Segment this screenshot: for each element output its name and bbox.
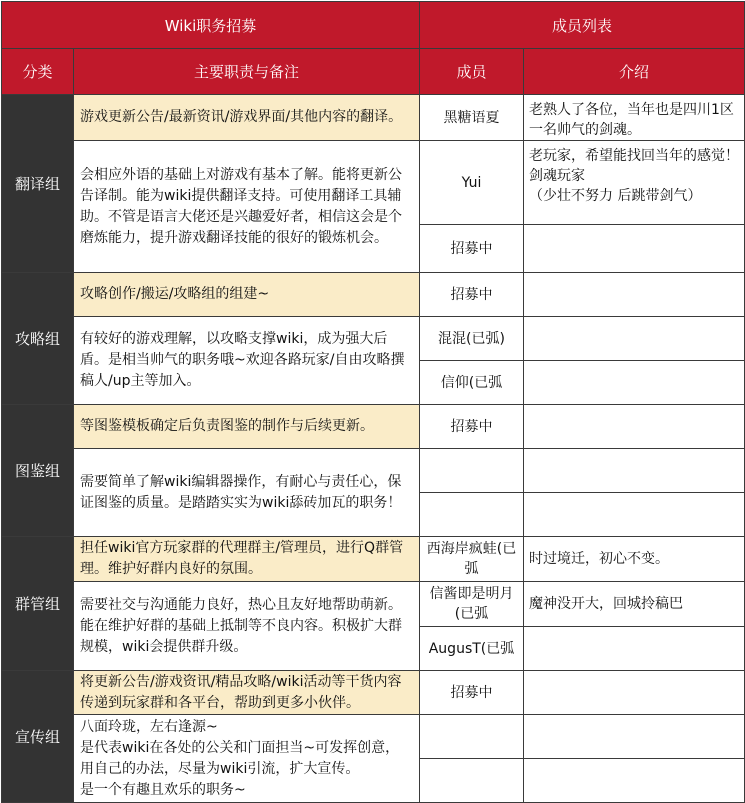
member-name: 信酱即是明月(已弧 <box>420 582 524 627</box>
member-name: Yui <box>420 141 524 225</box>
duty-detail-promotion: 八面玲珑，左右逢源~ 是代表wiki在各处的公关和门面担当~可发挥创意，用自己的办法，尽量为wiki引流，扩大宣传。 是一个有趣且欢乐的职务~ <box>74 715 420 803</box>
category-group-admin: 群管组 <box>2 537 74 671</box>
duty-detail-translation: 会相应外语的基础上对游戏有基本了解。能将更新公告译制。能为wiki提供翻译支持。可使用翻译工具辅助。不管是语言大佬还是兴趣爱好者，相信这会是个磨炼能力，提升游戏翻译技能的很好的锻炼机会。 <box>74 141 420 273</box>
recruitment-table <box>1 1 745 803</box>
duty-summary-encyclopedia: 等图鉴模板确定后负责图鉴的制作与后续更新。 <box>74 405 420 449</box>
duty-detail-encyclopedia: 需要简单了解wiki编辑器操作，有耐心与责任心，保证图鉴的质量。是踏踏实实为wiki舔砖加瓦的职务！ <box>74 449 420 537</box>
member-intro: 老熟人了各位，当年也是四川1区一名帅气的剑魂。 <box>524 95 745 141</box>
member-name <box>420 759 524 803</box>
member-intro <box>524 449 745 493</box>
duty-summary-translation: 游戏更新公告/最新资讯/游戏界面/其他内容的翻译。 <box>74 95 420 141</box>
column-header-duty: 主要职责与备注 <box>74 49 420 95</box>
member-intro <box>524 273 745 317</box>
category-translation: 翻译组 <box>2 95 74 273</box>
category-guide: 攻略组 <box>2 273 74 405</box>
header-member-list: 成员列表 <box>420 2 745 49</box>
member-intro <box>524 627 745 671</box>
column-header-intro: 介绍 <box>524 49 745 95</box>
member-intro: 老玩家，希望能找回当年的感觉！剑魂玩家 （少壮不努力 后跳带剑气） <box>524 141 745 225</box>
member-intro <box>524 759 745 803</box>
column-header-category: 分类 <box>2 49 74 95</box>
member-intro <box>524 361 745 405</box>
member-name: 黑糖语夏 <box>420 95 524 141</box>
member-name: 招募中 <box>420 273 524 317</box>
duty-detail-guide: 有较好的游戏理解，以攻略支撑wiki，成为强大后盾。是相当帅气的职务哦~欢迎各路玩家/自由攻略撰稿人/up主等加入。 <box>74 317 420 405</box>
member-intro: 时过境迁，初心不变。 <box>524 537 745 582</box>
member-intro <box>524 225 745 273</box>
member-intro: 魔神没开大，回城拎稿巴 <box>524 582 745 627</box>
member-name <box>420 449 524 493</box>
member-name: 招募中 <box>420 225 524 273</box>
member-name: 信仰(已弧 <box>420 361 524 405</box>
member-name: 混混(已弧) <box>420 317 524 361</box>
member-name <box>420 493 524 537</box>
duty-summary-guide: 攻略创作/搬运/攻略组的组建~ <box>74 273 420 317</box>
member-name: 招募中 <box>420 405 524 449</box>
member-name: 招募中 <box>420 671 524 715</box>
member-intro <box>524 405 745 449</box>
member-intro <box>524 715 745 759</box>
duty-summary-promotion: 将更新公告/游戏资讯/精品攻略/wiki活动等干货内容传递到玩家群和各平台，帮助到更多小伙伴。 <box>74 671 420 715</box>
category-promotion: 宣传组 <box>2 671 74 803</box>
member-name: AugusT(已弧 <box>420 627 524 671</box>
duty-detail-group-admin: 需要社交与沟通能力良好，热心且友好地帮助萌新。能在维护好群的基础上抵制等不良内容。积极扩大群规模，wiki会提供群升级。 <box>74 582 420 671</box>
member-name: 西海岸疯蛙(已弧 <box>420 537 524 582</box>
member-name <box>420 715 524 759</box>
header-recruitment: Wiki职务招募 <box>2 2 420 49</box>
column-header-member: 成员 <box>420 49 524 95</box>
member-intro <box>524 317 745 361</box>
category-encyclopedia: 图鉴组 <box>2 405 74 537</box>
duty-summary-group-admin: 担任wiki官方玩家群的代理群主/管理员，进行Q群管理。维护好群内良好的氛围。 <box>74 537 420 582</box>
member-intro <box>524 493 745 537</box>
member-intro <box>524 671 745 715</box>
